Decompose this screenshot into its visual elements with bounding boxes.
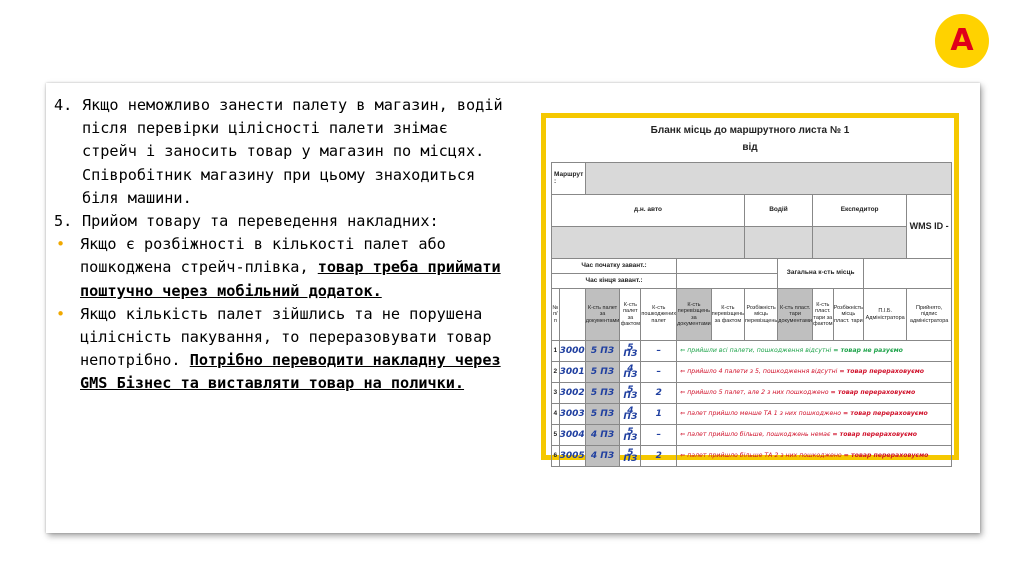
row-doc: 3005 [559,446,585,467]
row-note: ⇐ палет прийшло більше ТА 2 з них пошкоджено = товар перераховуємо [677,446,952,467]
row-doc: 3000 [559,341,585,362]
row-damaged: – [641,341,677,362]
row-note: ⇐ палет прийшло менше ТА 1 з них пошкоджено = товар перераховуємо [677,404,952,425]
bullet-emphasis: Потрібно переводити накладну через GMS Бізнес та виставляти товар на полички. [80,351,501,393]
row-number: 5 [552,425,560,446]
header-cell: Розбіжність місць перевізщень [745,289,778,341]
bullet-text: Якщо є розбіжності в кількості палет або пошкоджена стрейч-плівка, [80,235,446,277]
row-fact: 5 ПЗ [620,425,641,446]
header-cell: Прийнято, підпис адміністратора [907,289,952,341]
table-row [552,362,952,383]
bullet-icon: • [56,304,66,323]
row-doc: 3002 [559,383,585,404]
form-subtitle: від [742,142,758,153]
row-fact: 4 ПЗ [620,362,641,383]
bullet-item [54,303,504,396]
total-places-value [864,259,952,289]
row-number: 1 [552,341,560,362]
item-text: Прийом товару та переведення накладних: [82,212,439,231]
row-damaged: 2 [641,383,677,404]
row-doc: 3001 [559,362,585,383]
row-fact: 4 ПЗ [620,404,641,425]
header-cell: К-сть пласт. тари за фактом [812,289,833,341]
header-cell: Розбіжність місць пласт. тари [833,289,863,341]
col-forwarder: Експедитор [812,195,906,227]
row-note: ⇐ прийшло 5 палет, але 2 з них пошкоджено = товар перераховуємо [677,383,952,404]
bullet-icon: • [56,235,66,254]
row-plan: 5 ПЗ [585,362,620,383]
list-item-4 [54,94,504,210]
row-damaged: – [641,362,677,383]
table-row [552,383,952,404]
row-plan: 4 ПЗ [585,425,620,446]
table-row [552,404,952,425]
logo-letter: A [950,23,974,58]
item-number: 4. [54,96,73,114]
header-cell [559,289,585,341]
row-fact: 5 ПЗ [620,383,641,404]
header-cell: К-сть пошкоджених палет [641,289,677,341]
form-table [551,162,952,467]
row-fact: 5 ПЗ [620,341,641,362]
row-number: 6 [552,446,560,467]
item-number: 5. [54,212,73,231]
header-cell: К-сть перевізщень за документами [677,289,712,341]
load-start-label: Час початку завант.: [552,259,677,274]
row-number: 3 [552,383,560,404]
route-value [585,163,951,195]
table-row [552,341,952,362]
header-cell: К-сть перевізщень за фактом [711,289,744,341]
col-date: д.н. авто [552,195,745,227]
header-cell: К-сть палет за фактом [620,289,641,341]
load-end-label: Час кінця завант.: [552,274,677,289]
row-doc: 3004 [559,425,585,446]
form-title: Бланк місць до маршрутного листа № 1 [650,125,850,136]
row-plan: 5 ПЗ [585,383,620,404]
instructions-text [54,94,504,396]
row-doc: 3003 [559,404,585,425]
driver-value [745,227,813,259]
total-places-label: Загальна к-сть місць [778,259,864,289]
row-number: 2 [552,362,560,383]
row-fact: 5 ПЗ [620,446,641,467]
bullet-item [54,233,504,303]
row-number: 4 [552,404,560,425]
row-note: ⇐ палет прийшло більше, пошкоджень немає = товар перераховуємо [677,425,952,446]
list-item-5 [54,210,504,233]
header-cell: № п/п [552,289,560,341]
header-cell: П.І.Б. Адміністратора [864,289,907,341]
table-row [552,446,952,467]
bullet-emphasis: товар треба приймати поштучно через мобільний додаток. [80,258,501,300]
row-damaged: – [641,425,677,446]
row-plan: 5 ПЗ [585,404,620,425]
forwarder-value [812,227,906,259]
col-driver: Водій [745,195,813,227]
brand-logo [935,14,989,68]
header-cell: К-сть палет за документами [585,289,620,341]
table-header-row [552,289,952,341]
row-damaged: 2 [641,446,677,467]
load-end-value [677,274,778,289]
row-plan: 5 ПЗ [585,341,620,362]
header-cell: К-сть пласт. тари документами [778,289,813,341]
item-text: Якщо неможливо занести палету в магазин, водій після перевірки цілісності палети знімає стрейч і заносить товар у магазин по місцях. Співробітник магазину при цьому знаходиться біля машини. [82,96,503,207]
table-row [552,425,952,446]
wms-id: WMS ID - [907,195,952,259]
row-plan: 4 ПЗ [585,446,620,467]
route-sheet-form [541,113,959,464]
date-value [552,227,745,259]
row-damaged: 1 [641,404,677,425]
route-label: Маршрут : [552,163,586,195]
bullet-text: Якщо кількість палет зійшлись та не порушена цілісність пакування, то переразовувати товар непотрібно. [80,304,492,370]
row-note: ⇐ прийшло 4 палети з 5, пошкодження відсутні = товар перераховуємо [677,362,952,383]
load-start-value [677,259,778,274]
row-note: ⇐ прийшли всі палети, пошкодження відсутні = товар не разуємо [677,341,952,362]
